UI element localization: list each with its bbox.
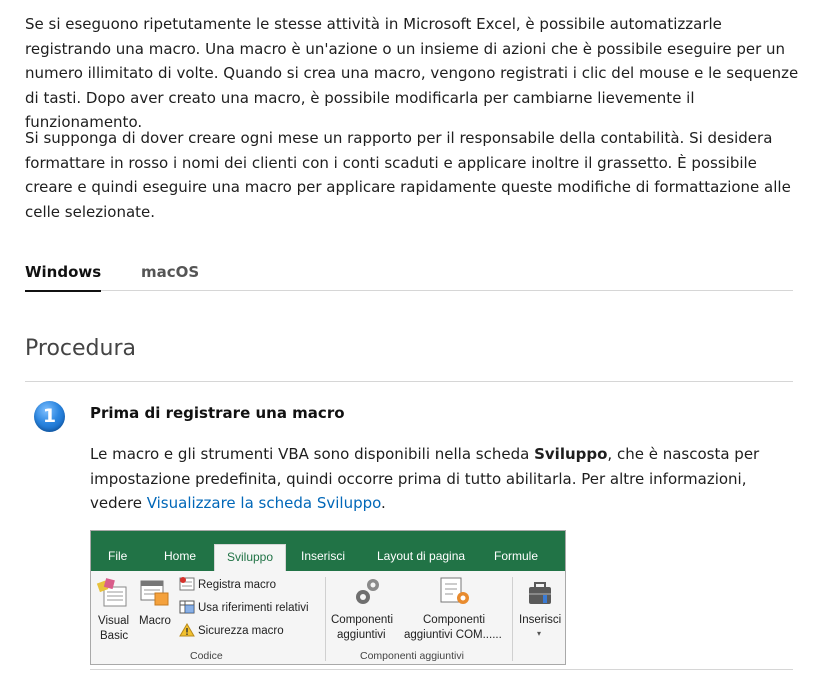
step-body [90, 442, 790, 516]
relative-references-icon[interactable] [179, 600, 195, 614]
group-label-componenti: Componenti aggiuntivi [360, 650, 464, 662]
step-body-text-a: Le macro e gli strumenti VBA sono disponibili nella scheda [90, 445, 535, 463]
group-label-codice: Codice [190, 650, 223, 662]
ribbon-tab-formule[interactable]: Formule [494, 549, 539, 563]
registra-macro-button[interactable]: Registra macro [198, 579, 276, 591]
os-tabs [25, 258, 793, 291]
intro-paragraph-1: Se si eseguono ripetutamente le stesse attività in Microsoft Excel, è possibile automatizzarle registrando una macro. Una macro è un'azione o un insieme di azioni che è possibile eseguire per un numero illimitato di volte. Quando si crea una macro, vengono registrati i clic del mouse e le sequenze di tasti. Dopo aver creato una macro, è possibile modificarla per cambiarne lievemente il funzionamento. [25, 15, 799, 131]
ribbon-tab-sviluppo[interactable]: Sviluppo [214, 544, 286, 571]
intro-paragraph-2: Si supponga di dover creare ogni mese un rapporto per il responsabile della contabilità. Si desidera formattare in rosso i nomi dei clienti con i conti scaduti e applicare inoltre il grassetto. È possibile creare e quindi eseguire una macro per applicare rapidamente queste modifiche di formattazione alle celle selezionate. [25, 129, 791, 221]
componenti-label-1: Componenti [331, 614, 394, 626]
warning-icon[interactable] [179, 623, 195, 637]
macro-label: Macro [139, 615, 171, 627]
ribbon-tab-inserisci[interactable]: Inserisci [301, 549, 346, 563]
ribbon-tab-bar [91, 531, 565, 571]
inserisci-label: Inserisci [519, 614, 562, 626]
visual-basic-label-1: Visual [98, 615, 130, 627]
componenti-com-label-1: Componenti [423, 614, 486, 626]
ribbon-separator [325, 577, 326, 661]
sviluppo-link[interactable]: Visualizzare la scheda Sviluppo [146, 494, 382, 512]
excel-ribbon-screenshot [90, 530, 566, 665]
usa-riferimenti-button[interactable]: Usa riferimenti relativi [198, 602, 309, 614]
divider [90, 669, 793, 670]
com-add-ins-icon[interactable] [439, 577, 471, 607]
componenti-label-2: aggiuntivi [337, 629, 386, 641]
componenti-com-label-2: aggiuntivi COM...... [404, 629, 502, 641]
step-body-text-b: , che è nascosta per impostazione predefinita, quindi occorre prima di tutto abilitarla. Per altre informazioni, vedere [90, 445, 760, 512]
add-ins-gear-icon[interactable] [352, 577, 382, 607]
step-body-bold: Sviluppo [534, 445, 608, 463]
ribbon-tab-layout[interactable]: Layout di pagina [377, 549, 466, 563]
step-body-end: . [381, 494, 386, 512]
ribbon-body [91, 571, 565, 664]
tab-macos[interactable]: macOS [141, 263, 200, 281]
visual-basic-label-2: Basic [100, 630, 129, 642]
ribbon-separator [512, 577, 513, 661]
section-title: Procedura [25, 336, 793, 382]
macro-icon[interactable] [139, 578, 171, 608]
ribbon-tab-file[interactable]: File [108, 549, 128, 563]
tab-windows[interactable]: Windows [25, 263, 101, 292]
record-macro-icon[interactable] [179, 577, 195, 591]
visual-basic-icon[interactable] [96, 578, 128, 608]
step-title: Prima di registrare una macro [90, 404, 345, 422]
sicurezza-macro-button[interactable]: Sicurezza macro [198, 625, 284, 637]
step-number-badge: 1 [34, 401, 65, 432]
toolbox-icon[interactable] [526, 579, 554, 607]
dropdown-arrow-icon[interactable]: ▾ [537, 629, 542, 638]
ribbon-tab-home[interactable]: Home [164, 549, 197, 563]
